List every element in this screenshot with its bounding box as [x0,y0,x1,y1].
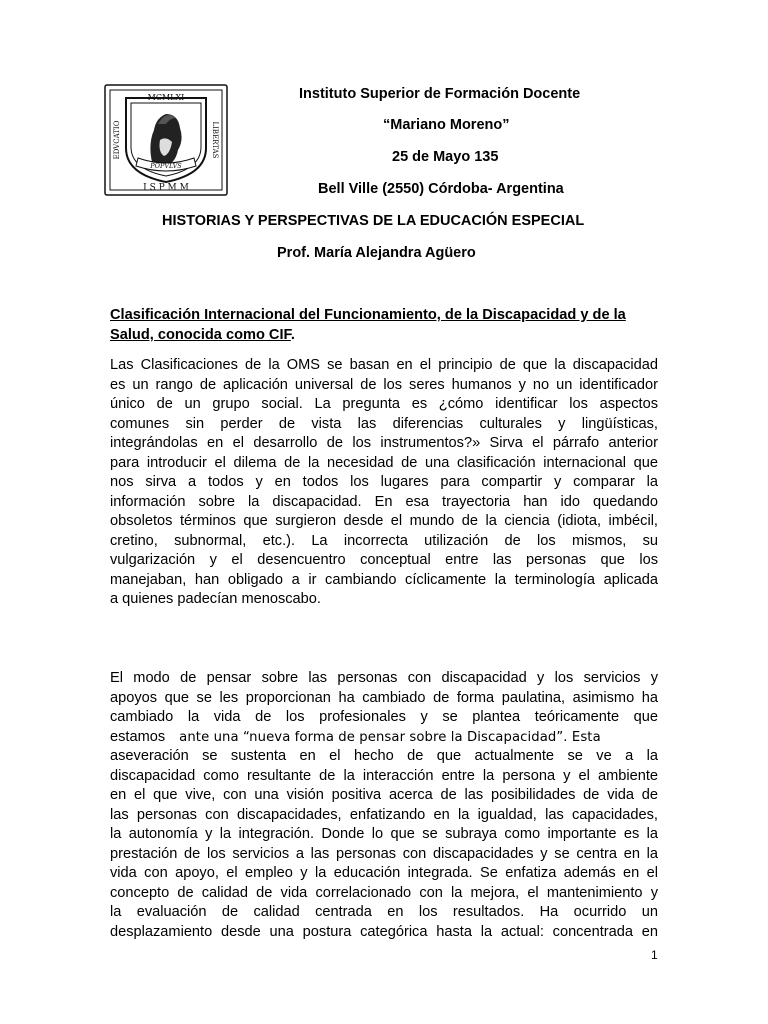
professor-name: Prof. María Alejandra Agüero [277,245,476,261]
paragraph-2-line: prestación de los servicios a las personas con discapacidades y se centra en la [110,845,658,862]
paragraph-2-line: la autonomía y la integración. Donde lo que se subraya como importante es la [110,826,658,842]
svg-text:MCMLXI: MCMLXI [147,93,185,102]
paragraph-1-line: para introducir el dilema de la necesidad de una clasificación internacional que [110,454,658,471]
paragraph-1-line: integrándolas en el desarrollo de los instrumentos?» Sirva el párrafo anterior [110,435,658,451]
section-title: Clasificación Internacional del Funcionamiento, de la Discapacidad y de la Salud, conocida como CIF. [110,307,626,343]
page-number: 1 [651,948,658,962]
paragraph-2-line: estamos ante una “nueva forma de pensar sobre la Discapacidad”. Esta [110,728,601,745]
school-city: Bell Ville (2550) Córdoba- Argentina [318,181,564,197]
paragraph-2-line: en el que vive, con una visión positiva acerca de las posibilidades de vida de [110,787,658,803]
school-address: 25 de Mayo 135 [392,149,499,165]
paragraph-1-line: cretino, subnormal, etc.). La incorrecta utilización de los mismos, su [110,532,658,549]
paragraph-1-line: Las Clasificaciones de la OMS se basan en el principio de que la discapacidad [110,357,658,373]
paragraph-2-line: discapacidad como resultante de la interacción entre la persona y el ambiente [110,767,658,784]
paragraph-2-line: apoyos que se les proporcionan ha cambiado de forma paulatina, asimismo ha [110,689,658,706]
paragraph-1-line: vulgarización y el desencuentro conceptual entre las personas que los [110,552,658,568]
school-name: “Mariano Moreno” [383,117,510,133]
paragraph-2-line: desplazamiento desde una postura categórica hasta la actual: concentrada en [110,923,658,940]
paragraph-1-line: es un rango de aplicación universal de los seres humanos y no un identificador [110,376,658,393]
paragraph-1-line: manejaban, han obligado a ir cambiando cíclicamente la terminología aplicada [110,571,658,588]
paragraph-1-line: único de un grupo social. La pregunta es ¿cómo identificar los aspectos [110,396,658,412]
paragraph-2-line: las personas con discapacidades, enfatizando en la igualdad, las capacidades, [110,806,658,823]
paragraph-1-line: obsoletos términos que surgieron desde el mundo de la ciencia (idiota, imbécil, [110,513,658,529]
svg-text:I S P M M: I S P M M [143,183,189,193]
paragraph-1 [110,356,658,610]
paragraph-2-line: la evaluación de calidad centrada en los resultados. Ha ocurrido un [110,904,658,920]
paragraph-1-line: nos sirva a todos y en todos los lugares para compartir y comparar la [110,474,658,490]
svg-text:POPVLVS: POPVLVS [150,162,182,170]
course-title: HISTORIAS Y PERSPECTIVAS DE LA EDUCACIÓN ESPECIAL [162,213,585,229]
paragraph-2-line: vida con apoyo, el empleo y la educación integrada. Se enfatiza además en el [110,865,658,881]
institute-name: Instituto Superior de Formación Docente [299,86,581,102]
svg-text:EDVCATIO: EDVCATIO [113,120,121,160]
paragraph-1-line: comunes sin perder de vista las diferencias culturales y lingüísticas, [110,415,658,432]
paragraph-2 [110,669,658,942]
institute-seal-logo [104,84,228,196]
paragraph-2-line: El modo de pensar sobre las personas con discapacidad y los servicios y [110,670,658,686]
paragraph-1-line: información sobre la discapacidad. En esa trayectoria han ido quedando [110,493,658,510]
paragraph-2-line: concepto de calidad de vida correlacionado con la mejora, el mantenimiento y [110,884,658,901]
paragraph-2-line: cambiado la vida de los profesionales y se plantea teóricamente que [110,709,658,725]
paragraph-1-line: a quienes padecían menoscabo. [110,591,321,607]
svg-text:LIBERTAS: LIBERTAS [211,121,219,159]
paragraph-2-line: aseveración se sustenta en el hecho de que actualmente se ve a la [110,748,658,764]
